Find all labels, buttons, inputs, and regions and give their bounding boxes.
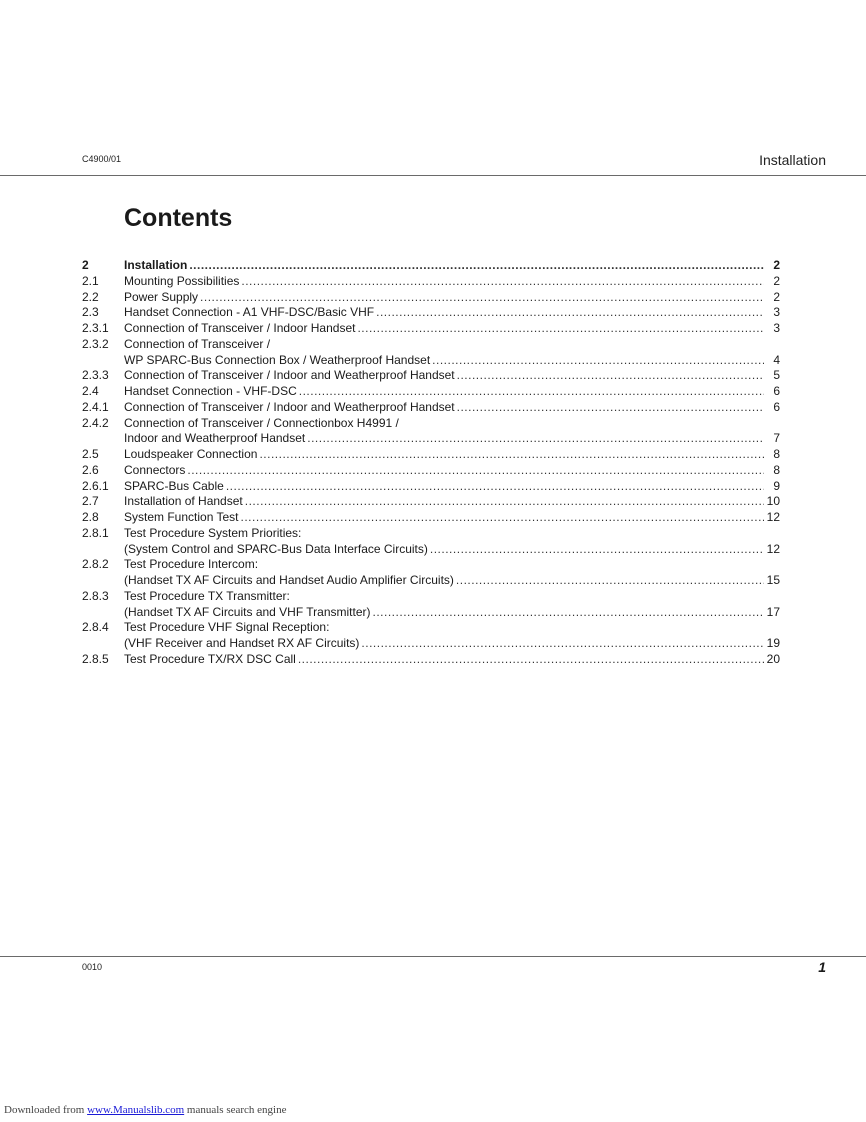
toc-entry-number: 2.3.2: [82, 336, 109, 351]
toc-entry-page: 20: [766, 651, 780, 666]
toc-entry-number: 2.8.2: [82, 557, 109, 572]
toc-entry-page: 15: [766, 573, 780, 587]
toc-entry-title: Test Procedure Intercom:: [124, 557, 259, 572]
toc-entry: [82, 416, 780, 432]
toc-entry-page: 6: [773, 399, 780, 414]
toc-entry: [82, 400, 780, 416]
toc-entry-page: 10: [766, 494, 780, 509]
toc-entry-title: Test Procedure TX/RX DSC Call: [124, 651, 296, 666]
toc-leader-dots: [456, 573, 764, 589]
toc-leader-dots: [361, 636, 764, 652]
toc-entry: [82, 557, 780, 573]
toc-entry: [82, 431, 780, 447]
section-title: Installation: [759, 152, 826, 168]
toc-entry: [82, 636, 780, 652]
toc-entry-title: Mounting Possibilities: [124, 273, 240, 288]
toc-entry-page: 19: [766, 636, 780, 650]
toc-entry: [82, 305, 780, 321]
toc-entry: [82, 384, 780, 400]
toc-entry-title: Handset Connection - A1 VHF-DSC/Basic VHF: [124, 305, 375, 320]
toc-entry-title: Connection of Transceiver / Indoor Handset: [124, 321, 356, 335]
toc-entry-page: 8: [773, 447, 780, 461]
toc-entry-page: 7: [773, 431, 780, 446]
table-of-contents: [82, 258, 780, 668]
toc-entry: [82, 447, 780, 463]
toc-entry-title: Installation: [124, 258, 188, 272]
toc-entry-page: 6: [773, 384, 780, 398]
toc-leader-dots: [200, 290, 764, 306]
toc-leader-dots: [432, 353, 764, 369]
toc-entry-page: 12: [766, 541, 780, 556]
toc-entry-number: 2.3.1: [82, 321, 109, 335]
toc-entry: [82, 479, 780, 495]
toc-entry-number: 2.6: [82, 462, 99, 477]
toc-leader-dots: [226, 479, 764, 495]
toc-leader-dots: [187, 463, 764, 479]
toc-entry-number: 2.3: [82, 305, 99, 320]
download-note-prefix: Downloaded from: [4, 1104, 88, 1116]
toc-entry-page: 3: [773, 305, 780, 320]
toc-entry-number: 2.8.1: [82, 525, 109, 540]
toc-leader-dots: [189, 258, 764, 274]
toc-entry-number: 2.4: [82, 384, 99, 398]
footer-rule: [0, 956, 866, 957]
toc-entry-page: 2: [773, 258, 780, 272]
toc-entry: [82, 589, 780, 605]
toc-entry-title: (Handset TX AF Circuits and Handset Audio Amplifier Circuits): [124, 573, 454, 587]
toc-entry-page: 17: [766, 604, 780, 619]
doc-code: C4900/01: [82, 154, 122, 164]
toc-entry-page: 5: [773, 368, 780, 383]
toc-leader-dots: [457, 400, 764, 416]
toc-entry-number: 2.5: [82, 447, 99, 461]
toc-entry-title: Test Procedure System Priorities:: [124, 525, 302, 540]
toc-entry-page: 4: [773, 352, 780, 367]
toc-entry-number: 2.4.1: [82, 399, 109, 414]
toc-entry: [82, 510, 780, 526]
toc-leader-dots: [373, 605, 764, 621]
toc-entry-number: 2.8.5: [82, 651, 109, 666]
toc-entry: [82, 652, 780, 668]
toc-entry-title: Connection of Transceiver / Connectionbox H4991 /: [124, 415, 399, 430]
toc-entry-title: Indoor and Weatherproof Handset: [124, 431, 306, 446]
header-rule: [0, 175, 866, 176]
toc-entry-number: 2.2: [82, 289, 99, 304]
toc-entry: [82, 573, 780, 589]
toc-entry-page: 3: [773, 321, 780, 335]
toc-entry: [82, 494, 780, 510]
download-note: [4, 1104, 286, 1116]
toc-entry: [82, 463, 780, 479]
toc-entry-title: (VHF Receiver and Handset RX AF Circuits): [124, 636, 360, 650]
manualslib-link[interactable]: www.Manualslib.com: [87, 1104, 185, 1116]
toc-entry-page: 2: [773, 289, 780, 304]
toc-entry-title: Power Supply: [124, 289, 199, 304]
toc-entry-page: 8: [773, 462, 780, 477]
toc-entry: [82, 321, 780, 337]
toc-entry-title: Loudspeaker Connection: [124, 447, 258, 461]
toc-entry: [82, 258, 780, 274]
toc-leader-dots: [241, 510, 765, 526]
toc-entry-page: 2: [773, 273, 780, 288]
toc-entry-number: 2.6.1: [82, 478, 109, 493]
toc-entry-title: WP SPARC-Bus Connection Box / Weatherproof Handset: [124, 352, 431, 367]
toc-entry-title: Handset Connection - VHF-DSC: [124, 384, 297, 398]
toc-entry-number: 2.1: [82, 273, 99, 288]
toc-entry: [82, 368, 780, 384]
toc-entry: [82, 526, 780, 542]
toc-entry: [82, 620, 780, 636]
toc-entry-title: Connection of Transceiver /: [124, 336, 271, 351]
toc-leader-dots: [376, 305, 764, 321]
toc-entry: [82, 290, 780, 306]
toc-entry-title: SPARC-Bus Cable: [124, 478, 224, 493]
toc-entry-title: System Function Test: [124, 510, 239, 524]
toc-entry-title: (System Control and SPARC-Bus Data Interface Circuits): [124, 541, 428, 556]
toc-entry-page: 9: [773, 478, 780, 493]
toc-leader-dots: [299, 384, 764, 400]
toc-entry-title: Connection of Transceiver / Indoor and Weatherproof Handset: [124, 399, 455, 414]
toc-entry-number: 2: [82, 258, 89, 272]
toc-entry-number: 2.7: [82, 494, 99, 509]
toc-leader-dots: [357, 321, 764, 337]
footer-code: 0010: [82, 962, 103, 972]
toc-entry-title: Connectors: [124, 462, 186, 477]
toc-leader-dots: [245, 494, 764, 510]
toc-entry-title: Test Procedure TX Transmitter:: [124, 588, 290, 603]
toc-entry-title: Connection of Transceiver / Indoor and Weatherproof Handset: [124, 368, 455, 383]
toc-entry-number: 2.8: [82, 510, 99, 524]
download-note-suffix: manuals search engine: [184, 1104, 287, 1116]
page-number: 1: [818, 959, 826, 975]
toc-entry-title: Test Procedure VHF Signal Reception:: [124, 620, 330, 635]
toc-leader-dots: [430, 542, 764, 558]
toc-leader-dots: [241, 274, 764, 290]
toc-entry-number: 2.4.2: [82, 415, 109, 430]
toc-entry: [82, 337, 780, 353]
toc-entry: [82, 542, 780, 558]
toc-leader-dots: [298, 652, 764, 668]
toc-leader-dots: [457, 368, 764, 384]
toc-leader-dots: [307, 431, 764, 447]
toc-entry-page: 12: [766, 510, 780, 524]
toc-entry-number: 2.3.3: [82, 368, 109, 383]
contents-heading: Contents: [124, 204, 233, 232]
toc-entry-title: Installation of Handset: [124, 494, 243, 509]
toc-entry-title: (Handset TX AF Circuits and VHF Transmitter): [124, 604, 371, 619]
toc-entry-number: 2.8.4: [82, 620, 109, 635]
toc-entry: [82, 353, 780, 369]
toc-entry: [82, 274, 780, 290]
toc-leader-dots: [259, 447, 764, 463]
toc-entry-number: 2.8.3: [82, 588, 109, 603]
toc-entry: [82, 605, 780, 621]
